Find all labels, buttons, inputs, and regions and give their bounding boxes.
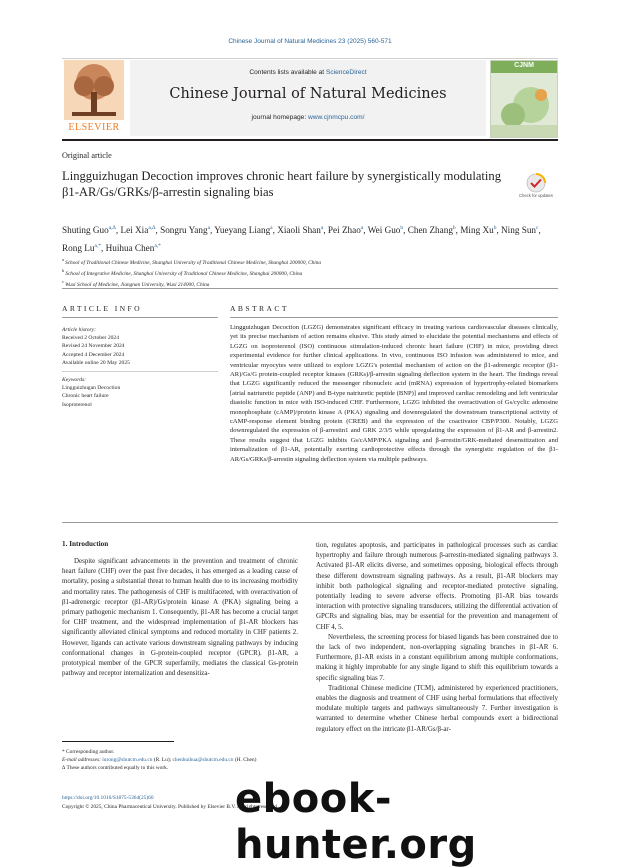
author-affiliation-marker[interactable]: a <box>208 225 210 231</box>
author-name[interactable] <box>368 225 403 235</box>
author-affiliation-marker[interactable]: a <box>321 225 323 231</box>
affiliation-text: School of Traditional Chinese Medicine, Shanghai University of Traditional Chinese Medicine, Shanghai 200000, China <box>65 260 321 266</box>
author-name-text: Wei Guo <box>368 225 401 235</box>
article-title: Lingguizhugan Decoction improves chronic heart failure by synergistically modulating β1-AR/Gs/GRKs/β-arrestin signaling bias <box>62 168 502 200</box>
author-affiliation-marker[interactable]: a,∆ <box>148 225 155 231</box>
author-affiliation-marker[interactable]: a,* <box>94 243 101 249</box>
intro-paragraph: Traditional Chinese medicine (TCM), administered by experienced practitioners, enables the diagnosis and treatment of CHF using herbal formulations that effectively modulate multiple targets and pathways simultaneously 7. Further investigation is warranted to determine whether Chinese herbal compounds exert a bidirectional regulatory effect on the intricate β1-AR/Gs/β-ar- <box>316 683 558 734</box>
article-history <box>62 326 218 367</box>
abstract-text: Lingguizhugan Decoction (LGZG) demonstrates significant efficacy in treating various cardiovascular diseases clinically, yet its precise mechanism of action remains elusive. This study aimed to elucidate the potential mechanisms and effects of LGZG on isoproterenol (ISO) continuous stimulation-induced chronic heart failure (CHF) in mice, providing direct experimental evidence for further clinical applications. In vivo, continuous ISO infusion was administered to mice, and ventricular myocytes were utilized to explore LGZG's potential mechanism of action on the β1-adrenergic receptor (β1-AR)/Gs/G protein-coupled receptor kinases (GRKs)/β-arrestin signaling deflection system in the heart. The findings reveal that LGZG significantly reduced the messenger ribonucleic acid (mRNA) expression of hypertrophy-related biomarkers [atrial natriuretic peptide (ANP) and B-type natriuretic peptide (BNP)] and improved cardiac remodeling and left ventricular diastolic function in mice with ISO-induced CHF. Furthermore, LGZG inhibited the overactivation of Gs/cyclic adenosine monophosphate (cAMP)/protein kinase A (PKA) signaling and downregulated the downstream transcriptional activity of cAMP-response element binding protein (CREB) and the expression of the coactivator CBP/P300. Notably, LGZG downregulated the expression of β-arrestin1 and GRK 2/3/5 while upregulating the expression of β1-AR and β-arrestin2. These results suggest that LGZG inhibits Gs/cAMP/PKA signaling and β-arrestin/GRK-mediated desensitization and internalization of β1-AR, potentially exerting cardioprotective effects through the synergistic regulation of the β1-AR/Gs/GRKs/β-arrestin signaling deflection system via multiple pathways. <box>230 323 558 464</box>
affiliation-marker: a <box>62 257 65 262</box>
history-accepted: Accepted 4 December 2024 <box>62 351 218 359</box>
keywords-label: Keywords: <box>62 376 218 384</box>
email-link-chen[interactable]: chenhuihua@shutcm.edu.cn <box>173 757 234 763</box>
author-name-text: Rong Lu <box>62 243 94 253</box>
affiliation-marker: c <box>62 279 65 284</box>
author-affiliation-marker[interactable]: a,* <box>154 243 161 249</box>
keywords <box>62 376 218 409</box>
article-info-heading: ARTICLE INFO <box>62 304 142 313</box>
author-affiliation-marker[interactable]: a <box>361 225 363 231</box>
author-name[interactable] <box>277 225 323 235</box>
author-name[interactable] <box>62 225 116 235</box>
copyright-line: Copyright © 2025, China Pharmaceutical University. Published by Elsevier B.V. All rights reserved. <box>62 804 558 810</box>
intro-left-column <box>62 556 298 678</box>
journal-cover-thumbnail[interactable] <box>490 60 558 138</box>
intro-paragraph: Despite significant advancements in the prevention and treatment of chronic heart failure (CHF) over the past five decades, it has emerged as a leading cause of mortality, posing a substantial threat to human health due to its increasing morbidity and mortality rates. The pathogenesis of CHF is multifaceted, with overactivation of β1-adrenergic receptor (β1-AR)/Gs/protein kinase A (PKA) signaling being a primary pathogenic mechanism 1. Consequently, β1-AR has become a crucial target for CHF treatment, and the widespread implementation of β1-AR blockers has significantly alleviated clinical symptoms and reduced mortality in CHF patients 2. However, ligands can activate various downstream signaling pathways by inducing conformational changes in G-protein-coupled receptor (GPCR). β1-AR, a prototypical member of the GPCR superfamily, mediates the classical Gs-protein pathway and receptor internalization and desensitiza- <box>62 556 298 678</box>
corresponding-note: * Corresponding author. <box>62 748 298 756</box>
affiliation-line <box>62 267 558 278</box>
author-name-text: Huihua Chen <box>106 243 155 253</box>
equal-contribution-note: ∆ These authors contributed equally to this work. <box>62 764 298 772</box>
sciencedirect-link[interactable]: ScienceDirect <box>326 69 367 76</box>
keyword-item: Chronic heart failure <box>62 392 218 400</box>
author-name-text: Ning Sun <box>501 225 536 235</box>
article-info-rule <box>62 317 218 318</box>
homepage-link[interactable]: www.cjnmcpu.com/ <box>308 114 364 121</box>
article-type: Original article <box>62 151 112 160</box>
history-revised: Revised 24 November 2024 <box>62 342 218 350</box>
affiliation-text: School of Integrative Medicine, Shanghai University of Traditional Chinese Medicine, Shanghai 200000, China <box>65 271 302 277</box>
affiliation-line <box>62 256 558 267</box>
author-affiliation-marker[interactable]: c <box>536 225 538 231</box>
author-affiliation-marker[interactable]: a <box>270 225 272 231</box>
top-citation[interactable]: Chinese Journal of Natural Medicines 23 (2025) 560-571 <box>0 38 620 45</box>
email-owner-chen: (H. Chen) <box>235 757 257 763</box>
author-list: Shuting Guo$^{a,\Delta}$, Lei Xia$^{a,\Delta}$, Songru Yang$^a$, Yueyang Liang$^a$, Xiaoli Shan$^a$, Pei Zhao$^a$, Wei Guo$^b$, Chen Zhang$^b$, Ming Xu$^b$, Ning Sun$^c$, Rong $Lu^{a,*}$, Huihua Chen$^{a,*}$ <box>62 220 558 256</box>
crossmark-label: Check for updates <box>514 193 558 198</box>
author-name[interactable] <box>62 243 101 253</box>
cover-illustration <box>491 75 557 137</box>
history-received: Received 2 October 2024 <box>62 334 218 342</box>
affiliations <box>62 256 558 290</box>
footnote-rule <box>62 741 174 742</box>
keyword-item: Isoproterenol <box>62 401 218 409</box>
author-name[interactable] <box>214 225 272 235</box>
author-name-text: Chen Zhang <box>408 225 453 235</box>
author-name[interactable] <box>408 225 456 235</box>
footnotes <box>62 748 298 773</box>
author-name[interactable] <box>160 225 210 235</box>
cover-title: CJNM <box>491 62 557 69</box>
history-online: Available online 20 May 2025 <box>62 359 218 367</box>
elsevier-wordmark: ELSEVIER <box>62 122 126 133</box>
email-label: E-mail addresses: <box>62 757 101 763</box>
affiliation-text: Wuxi School of Medicine, Jiangnan University, Wuxi 214000, China <box>65 282 209 288</box>
intro-paragraph: Nevertheless, the screening process for biased ligands has been constrained due to the lack of two independent, non-overlapping signaling branches in β1-AR 6. Furthermore, β1-AR exists in a constant equilibrium among multiple conformations, making it highly improbable for any single ligand to shift this equilibrium towards a specific signaling bias 7. <box>316 632 558 683</box>
author-name[interactable] <box>106 243 161 253</box>
history-label: Article history: <box>62 326 218 334</box>
abstract-heading: ABSTRACT <box>230 304 289 313</box>
abstract-end-rule <box>62 522 558 523</box>
author-affiliation-marker[interactable]: b <box>453 225 456 231</box>
author-name-text: Songru Yang <box>160 225 207 235</box>
author-name[interactable] <box>501 225 538 235</box>
author-affiliation-marker[interactable]: b <box>400 225 403 231</box>
contents-line <box>130 69 486 76</box>
email-line <box>62 756 298 764</box>
affiliation-marker: b <box>62 268 65 273</box>
author-affiliation-marker[interactable]: b <box>494 225 497 231</box>
section-divider <box>62 288 558 289</box>
author-name-text: Pei Zhao <box>328 225 361 235</box>
doi-link[interactable]: https://doi.org/10.1016/S1875-5364(25)60 <box>62 795 154 801</box>
author-name[interactable] <box>460 225 496 235</box>
header-rule <box>62 58 558 59</box>
journal-title: Chinese Journal of Natural Medicines <box>130 86 486 102</box>
author-name[interactable] <box>121 225 156 235</box>
author-name-text: Ming Xu <box>460 225 493 235</box>
keyword-item: Lingguizhugan Decoction <box>62 384 218 392</box>
homepage-prefix: journal homepage: <box>252 114 307 121</box>
author-name-text: Xiaoli Shan <box>277 225 321 235</box>
watermark: ebook-hunter.org <box>235 776 620 868</box>
introduction-heading: 1. Introduction <box>62 540 108 548</box>
email-link-lu[interactable]: lurong@shutcm.edu.cn <box>102 757 152 763</box>
journal-homepage-line <box>130 114 486 121</box>
intro-paragraph: tion, regulates apoptosis, and participates in pathological processes such as cardiac hypertrophy and failure through numerous β-arrestin-mediated signaling pathways 3. Activated β1-AR elicits diverse, and sometimes opposing, biological effects through these different downstream signaling pathways. As a result, β1-AR blockers may inhibit both pathological signaling and receptor-mediated protective signaling, potentially leading to severe adverse effects. Promoting β1-AR bias towards interaction with protective signaling transducers, utilizing the differential activation of GPCRs and signaling bias, may be essential for the prevention and management of CHF 4, 5. <box>316 540 558 632</box>
intro-right-column <box>316 540 558 734</box>
abstract-rule <box>230 317 558 318</box>
author-name-text: Shuting Guo <box>62 225 109 235</box>
author-name-text: Yueyang Liang <box>214 225 270 235</box>
contents-prefix: Contents lists available at <box>249 69 324 76</box>
author-affiliation-marker[interactable]: a,∆ <box>109 225 116 231</box>
email-owner-lu: (R. Lu); <box>154 757 171 763</box>
author-name[interactable] <box>328 225 363 235</box>
author-name-text: Lei Xia <box>121 225 149 235</box>
header-divider <box>62 139 558 141</box>
